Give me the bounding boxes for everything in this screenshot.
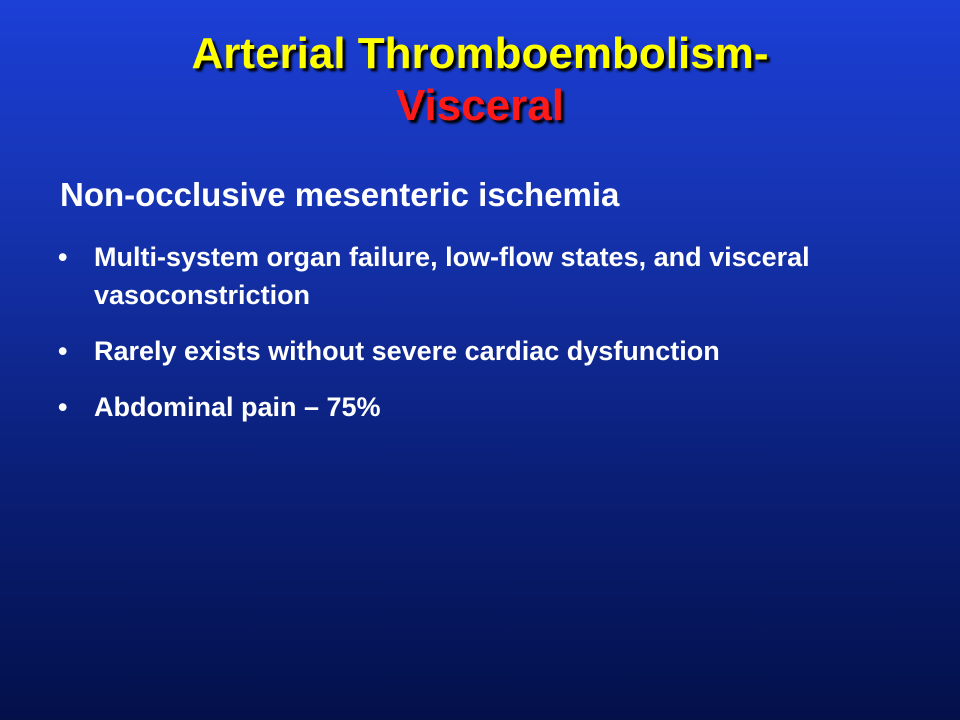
slide-title — [0, 28, 960, 132]
bullet-list — [58, 238, 898, 444]
title-line-1: Arterial Thromboembolism- — [191, 29, 769, 78]
bullet-icon: • — [58, 242, 68, 272]
bullet-item — [58, 238, 898, 314]
bullet-item — [58, 332, 898, 370]
bullet-text: Multi-system organ failure, low-flow states, and visceral vasoconstriction — [94, 242, 810, 310]
bullet-text: Rarely exists without severe cardiac dysfunction — [94, 336, 720, 366]
bullet-text: Abdominal pain – 75% — [94, 392, 381, 422]
bullet-icon: • — [58, 336, 68, 366]
bullet-item — [58, 388, 898, 426]
subheading: Non-occlusive mesenteric ischemia — [60, 176, 620, 213]
bullet-icon: • — [58, 392, 68, 422]
title-line-2: Visceral — [395, 81, 564, 130]
